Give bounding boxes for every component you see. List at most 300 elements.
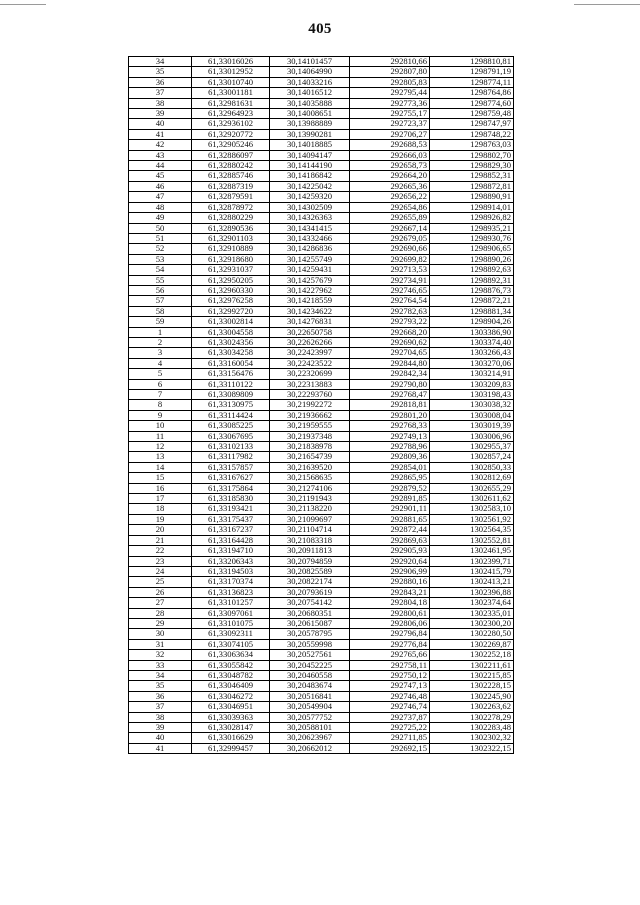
point-number-cell: 56 <box>129 285 192 295</box>
point-number-cell: 39 <box>129 723 192 733</box>
point-number-cell: 42 <box>129 140 192 150</box>
point-number-cell: 37 <box>129 702 192 712</box>
longitude-cell: 30,20452225 <box>270 660 350 670</box>
longitude-cell: 30,20793619 <box>270 587 350 597</box>
x-coordinate-cell: 292746,65 <box>350 285 430 295</box>
longitude-cell: 30,21191943 <box>270 494 350 504</box>
longitude-cell: 30,14276831 <box>270 317 350 327</box>
table-row <box>129 400 514 410</box>
point-number-cell: 48 <box>129 202 192 212</box>
point-number-cell: 38 <box>129 712 192 722</box>
point-number-cell: 47 <box>129 192 192 202</box>
longitude-cell: 30,20460558 <box>270 670 350 680</box>
x-coordinate-cell: 292810,66 <box>350 57 430 67</box>
table-row <box>129 431 514 441</box>
y-coordinate-cell: 1302583,10 <box>430 504 514 514</box>
longitude-cell: 30,14259320 <box>270 192 350 202</box>
longitude-cell: 30,14035888 <box>270 98 350 108</box>
x-coordinate-cell: 292667,14 <box>350 223 430 233</box>
longitude-cell: 30,14094147 <box>270 150 350 160</box>
longitude-cell: 30,21838978 <box>270 442 350 452</box>
latitude-cell: 61,33101257 <box>192 598 270 608</box>
table-row <box>129 535 514 545</box>
y-coordinate-cell: 1302857,24 <box>430 452 514 462</box>
latitude-cell: 61,33016026 <box>192 57 270 67</box>
y-coordinate-cell: 1302300,20 <box>430 618 514 628</box>
longitude-cell: 30,13988889 <box>270 119 350 129</box>
table-row <box>129 442 514 452</box>
point-number-cell: 57 <box>129 296 192 306</box>
y-coordinate-cell: 1298872,21 <box>430 296 514 306</box>
point-number-cell: 40 <box>129 119 192 129</box>
x-coordinate-cell: 292901,11 <box>350 504 430 514</box>
x-coordinate-cell: 292804,18 <box>350 598 430 608</box>
y-coordinate-cell: 1302415,79 <box>430 566 514 576</box>
longitude-cell: 30,14008651 <box>270 109 350 119</box>
longitude-cell: 30,20623967 <box>270 733 350 743</box>
x-coordinate-cell: 292865,95 <box>350 473 430 483</box>
y-coordinate-cell: 1302413,21 <box>430 577 514 587</box>
longitude-cell: 30,20527561 <box>270 650 350 660</box>
x-coordinate-cell: 292699,82 <box>350 254 430 264</box>
x-coordinate-cell: 292658,73 <box>350 161 430 171</box>
table-row <box>129 202 514 212</box>
x-coordinate-cell: 292692,15 <box>350 743 430 753</box>
latitude-cell: 61,32918680 <box>192 254 270 264</box>
longitude-cell: 30,22313883 <box>270 379 350 389</box>
y-coordinate-cell: 1298764,86 <box>430 88 514 98</box>
table-row <box>129 514 514 524</box>
table-row <box>129 733 514 743</box>
longitude-cell: 30,20588101 <box>270 723 350 733</box>
longitude-cell: 30,21654739 <box>270 452 350 462</box>
x-coordinate-cell: 292776,84 <box>350 639 430 649</box>
top-rule-left <box>0 4 46 5</box>
x-coordinate-cell: 292749,13 <box>350 431 430 441</box>
table-row <box>129 390 514 400</box>
point-number-cell: 34 <box>129 57 192 67</box>
x-coordinate-cell: 292793,22 <box>350 317 430 327</box>
y-coordinate-cell: 1302302,32 <box>430 733 514 743</box>
table-row <box>129 379 514 389</box>
y-coordinate-cell: 1298892,31 <box>430 275 514 285</box>
longitude-cell: 30,20578795 <box>270 629 350 639</box>
x-coordinate-cell: 292668,20 <box>350 327 430 337</box>
table-row <box>129 494 514 504</box>
table-row <box>129 161 514 171</box>
point-number-cell: 36 <box>129 77 192 87</box>
x-coordinate-cell: 292764,54 <box>350 296 430 306</box>
y-coordinate-cell: 1302245,90 <box>430 691 514 701</box>
x-coordinate-cell: 292706,27 <box>350 129 430 139</box>
latitude-cell: 61,33034258 <box>192 348 270 358</box>
table-row <box>129 171 514 181</box>
x-coordinate-cell: 292800,61 <box>350 608 430 618</box>
table-row <box>129 244 514 254</box>
latitude-cell: 61,33001181 <box>192 88 270 98</box>
table-row <box>129 337 514 347</box>
y-coordinate-cell: 1302335,01 <box>430 608 514 618</box>
table-row <box>129 369 514 379</box>
table-row <box>129 473 514 483</box>
x-coordinate-cell: 292755,17 <box>350 109 430 119</box>
longitude-cell: 30,22423522 <box>270 358 350 368</box>
table-row <box>129 639 514 649</box>
longitude-cell: 30,14033216 <box>270 77 350 87</box>
point-number-cell: 10 <box>129 421 192 431</box>
longitude-cell: 30,21639520 <box>270 462 350 472</box>
table-row <box>129 650 514 660</box>
latitude-cell: 61,33114424 <box>192 410 270 420</box>
table-row <box>129 275 514 285</box>
y-coordinate-cell: 1302269,87 <box>430 639 514 649</box>
y-coordinate-cell: 1298852,31 <box>430 171 514 181</box>
table-row <box>129 629 514 639</box>
latitude-cell: 61,33170374 <box>192 577 270 587</box>
y-coordinate-cell: 1298890,91 <box>430 192 514 202</box>
point-number-cell: 53 <box>129 254 192 264</box>
longitude-cell: 30,14341415 <box>270 223 350 233</box>
point-number-cell: 41 <box>129 743 192 753</box>
x-coordinate-cell: 292818,81 <box>350 400 430 410</box>
latitude-cell: 61,33194710 <box>192 546 270 556</box>
longitude-cell: 30,20483674 <box>270 681 350 691</box>
x-coordinate-cell: 292704,65 <box>350 348 430 358</box>
y-coordinate-cell: 1298810,81 <box>430 57 514 67</box>
point-number-cell: 25 <box>129 577 192 587</box>
latitude-cell: 61,32931037 <box>192 265 270 275</box>
y-coordinate-cell: 1303038,32 <box>430 400 514 410</box>
table-row <box>129 681 514 691</box>
latitude-cell: 61,33010740 <box>192 77 270 87</box>
x-coordinate-cell: 292869,63 <box>350 535 430 545</box>
longitude-cell: 30,14286836 <box>270 244 350 254</box>
latitude-cell: 61,33110122 <box>192 379 270 389</box>
longitude-cell: 30,13990281 <box>270 129 350 139</box>
x-coordinate-cell: 292905,93 <box>350 546 430 556</box>
y-coordinate-cell: 1303209,83 <box>430 379 514 389</box>
table-row <box>129 327 514 337</box>
table-row <box>129 317 514 327</box>
table-row <box>129 285 514 295</box>
point-number-cell: 43 <box>129 150 192 160</box>
latitude-cell: 61,33085225 <box>192 421 270 431</box>
x-coordinate-cell: 292723,37 <box>350 119 430 129</box>
x-coordinate-cell: 292879,52 <box>350 483 430 493</box>
y-coordinate-cell: 1298935,21 <box>430 223 514 233</box>
x-coordinate-cell: 292746,48 <box>350 691 430 701</box>
x-coordinate-cell: 292881,65 <box>350 514 430 524</box>
page-number: 405 <box>308 21 332 37</box>
latitude-cell: 61,32878972 <box>192 202 270 212</box>
table-row <box>129 129 514 139</box>
y-coordinate-cell: 1302396,88 <box>430 587 514 597</box>
longitude-cell: 30,21992272 <box>270 400 350 410</box>
point-number-cell: 12 <box>129 442 192 452</box>
latitude-cell: 61,32960330 <box>192 285 270 295</box>
latitude-cell: 61,33046409 <box>192 681 270 691</box>
y-coordinate-cell: 1298872,81 <box>430 181 514 191</box>
longitude-cell: 30,14016512 <box>270 88 350 98</box>
y-coordinate-cell: 1298774,11 <box>430 77 514 87</box>
x-coordinate-cell: 292920,64 <box>350 556 430 566</box>
latitude-cell: 61,33004558 <box>192 327 270 337</box>
y-coordinate-cell: 1298829,30 <box>430 161 514 171</box>
longitude-cell: 30,20516841 <box>270 691 350 701</box>
y-coordinate-cell: 1302564,35 <box>430 525 514 535</box>
y-coordinate-cell: 1302611,62 <box>430 494 514 504</box>
point-number-cell: 33 <box>129 660 192 670</box>
y-coordinate-cell: 1302252,18 <box>430 650 514 660</box>
longitude-cell: 30,14255749 <box>270 254 350 264</box>
latitude-cell: 61,32887319 <box>192 181 270 191</box>
table-row <box>129 608 514 618</box>
longitude-cell: 30,21274106 <box>270 483 350 493</box>
latitude-cell: 61,33156476 <box>192 369 270 379</box>
latitude-cell: 61,33097061 <box>192 608 270 618</box>
latitude-cell: 61,32885746 <box>192 171 270 181</box>
y-coordinate-cell: 1298759,48 <box>430 109 514 119</box>
y-coordinate-cell: 1302280,50 <box>430 629 514 639</box>
latitude-cell: 61,32964923 <box>192 109 270 119</box>
table-row <box>129 67 514 77</box>
x-coordinate-cell: 292655,89 <box>350 213 430 223</box>
point-number-cell: 13 <box>129 452 192 462</box>
table-row <box>129 587 514 597</box>
longitude-cell: 30,20559998 <box>270 639 350 649</box>
longitude-cell: 30,20911813 <box>270 546 350 556</box>
point-number-cell: 8 <box>129 400 192 410</box>
latitude-cell: 61,33175864 <box>192 483 270 493</box>
point-number-cell: 3 <box>129 348 192 358</box>
x-coordinate-cell: 292746,74 <box>350 702 430 712</box>
table-row <box>129 265 514 275</box>
x-coordinate-cell: 292690,62 <box>350 337 430 347</box>
point-number-cell: 35 <box>129 67 192 77</box>
y-coordinate-cell: 1298774,60 <box>430 98 514 108</box>
y-coordinate-cell: 1303019,39 <box>430 421 514 431</box>
point-number-cell: 21 <box>129 535 192 545</box>
x-coordinate-cell: 292665,36 <box>350 181 430 191</box>
table-row <box>129 410 514 420</box>
table-row <box>129 525 514 535</box>
x-coordinate-cell: 292750,12 <box>350 670 430 680</box>
y-coordinate-cell: 1302283,48 <box>430 723 514 733</box>
coordinates-table-body <box>129 57 514 754</box>
longitude-cell: 30,14234622 <box>270 306 350 316</box>
latitude-cell: 61,33206343 <box>192 556 270 566</box>
latitude-cell: 61,33012952 <box>192 67 270 77</box>
longitude-cell: 30,14326363 <box>270 213 350 223</box>
table-row <box>129 723 514 733</box>
x-coordinate-cell: 292654,86 <box>350 202 430 212</box>
longitude-cell: 30,20549904 <box>270 702 350 712</box>
point-number-cell: 15 <box>129 473 192 483</box>
x-coordinate-cell: 292773,36 <box>350 98 430 108</box>
table-row <box>129 77 514 87</box>
latitude-cell: 61,33167627 <box>192 473 270 483</box>
point-number-cell: 58 <box>129 306 192 316</box>
point-number-cell: 26 <box>129 587 192 597</box>
latitude-cell: 61,32890536 <box>192 223 270 233</box>
latitude-cell: 61,32880242 <box>192 161 270 171</box>
latitude-cell: 61,32905246 <box>192 140 270 150</box>
table-row <box>129 88 514 98</box>
x-coordinate-cell: 292872,44 <box>350 525 430 535</box>
latitude-cell: 61,33160054 <box>192 358 270 368</box>
y-coordinate-cell: 1298892,63 <box>430 265 514 275</box>
x-coordinate-cell: 292782,63 <box>350 306 430 316</box>
latitude-cell: 61,33167237 <box>192 525 270 535</box>
table-row <box>129 452 514 462</box>
x-coordinate-cell: 292880,16 <box>350 577 430 587</box>
point-number-cell: 52 <box>129 244 192 254</box>
y-coordinate-cell: 1302561,92 <box>430 514 514 524</box>
longitude-cell: 30,22293760 <box>270 390 350 400</box>
latitude-cell: 61,33101075 <box>192 618 270 628</box>
latitude-cell: 61,33117982 <box>192 452 270 462</box>
y-coordinate-cell: 1298748,22 <box>430 129 514 139</box>
table-row <box>129 306 514 316</box>
table-row <box>129 702 514 712</box>
point-number-cell: 14 <box>129 462 192 472</box>
latitude-cell: 61,33089809 <box>192 390 270 400</box>
point-number-cell: 50 <box>129 223 192 233</box>
longitude-cell: 30,21104714 <box>270 525 350 535</box>
longitude-cell: 30,14332466 <box>270 233 350 243</box>
x-coordinate-cell: 292801,20 <box>350 410 430 420</box>
table-row <box>129 296 514 306</box>
latitude-cell: 61,32981631 <box>192 98 270 108</box>
table-row <box>129 566 514 576</box>
y-coordinate-cell: 1303006,96 <box>430 431 514 441</box>
table-row <box>129 660 514 670</box>
x-coordinate-cell: 292768,33 <box>350 421 430 431</box>
longitude-cell: 30,22423997 <box>270 348 350 358</box>
latitude-cell: 61,32910889 <box>192 244 270 254</box>
longitude-cell: 30,20662012 <box>270 743 350 753</box>
point-number-cell: 40 <box>129 733 192 743</box>
longitude-cell: 30,20680351 <box>270 608 350 618</box>
y-coordinate-cell: 1302399,71 <box>430 556 514 566</box>
latitude-cell: 61,33067695 <box>192 431 270 441</box>
table-row <box>129 150 514 160</box>
point-number-cell: 23 <box>129 556 192 566</box>
point-number-cell: 20 <box>129 525 192 535</box>
table-row <box>129 223 514 233</box>
x-coordinate-cell: 292768,47 <box>350 390 430 400</box>
longitude-cell: 30,21568635 <box>270 473 350 483</box>
y-coordinate-cell: 1303386,90 <box>430 327 514 337</box>
longitude-cell: 30,21937348 <box>270 431 350 441</box>
x-coordinate-cell: 292758,11 <box>350 660 430 670</box>
x-coordinate-cell: 292690,66 <box>350 244 430 254</box>
point-number-cell: 39 <box>129 109 192 119</box>
point-number-cell: 24 <box>129 566 192 576</box>
longitude-cell: 30,22650758 <box>270 327 350 337</box>
latitude-cell: 61,32879591 <box>192 192 270 202</box>
table-row <box>129 712 514 722</box>
point-number-cell: 2 <box>129 337 192 347</box>
point-number-cell: 31 <box>129 639 192 649</box>
latitude-cell: 61,33063634 <box>192 650 270 660</box>
table-row <box>129 577 514 587</box>
x-coordinate-cell: 292747,13 <box>350 681 430 691</box>
table-row <box>129 109 514 119</box>
table-row <box>129 598 514 608</box>
latitude-cell: 61,33046272 <box>192 691 270 701</box>
latitude-cell: 61,33175437 <box>192 514 270 524</box>
latitude-cell: 61,33074105 <box>192 639 270 649</box>
y-coordinate-cell: 1302552,81 <box>430 535 514 545</box>
y-coordinate-cell: 1303266,43 <box>430 348 514 358</box>
y-coordinate-cell: 1302955,37 <box>430 442 514 452</box>
y-coordinate-cell: 1298914,01 <box>430 202 514 212</box>
latitude-cell: 61,33046951 <box>192 702 270 712</box>
x-coordinate-cell: 292844,80 <box>350 358 430 368</box>
point-number-cell: 44 <box>129 161 192 171</box>
y-coordinate-cell: 1303214,91 <box>430 369 514 379</box>
table-row <box>129 213 514 223</box>
y-coordinate-cell: 1298906,65 <box>430 244 514 254</box>
latitude-cell: 61,33092311 <box>192 629 270 639</box>
point-number-cell: 38 <box>129 98 192 108</box>
coordinates-table <box>128 56 514 754</box>
y-coordinate-cell: 1298890,26 <box>430 254 514 264</box>
y-coordinate-cell: 1302322,15 <box>430 743 514 753</box>
x-coordinate-cell: 292906,99 <box>350 566 430 576</box>
latitude-cell: 61,33102133 <box>192 442 270 452</box>
point-number-cell: 45 <box>129 171 192 181</box>
x-coordinate-cell: 292711,85 <box>350 733 430 743</box>
y-coordinate-cell: 1302211,61 <box>430 660 514 670</box>
longitude-cell: 30,14018885 <box>270 140 350 150</box>
point-number-cell: 55 <box>129 275 192 285</box>
x-coordinate-cell: 292765,66 <box>350 650 430 660</box>
y-coordinate-cell: 1298802,70 <box>430 150 514 160</box>
latitude-cell: 61,33157857 <box>192 462 270 472</box>
x-coordinate-cell: 292843,21 <box>350 587 430 597</box>
x-coordinate-cell: 292854,01 <box>350 462 430 472</box>
table-row <box>129 348 514 358</box>
y-coordinate-cell: 1298763,03 <box>430 140 514 150</box>
latitude-cell: 61,33028147 <box>192 723 270 733</box>
latitude-cell: 61,32920772 <box>192 129 270 139</box>
latitude-cell: 61,32950205 <box>192 275 270 285</box>
x-coordinate-cell: 292666,03 <box>350 150 430 160</box>
y-coordinate-cell: 1302812,69 <box>430 473 514 483</box>
point-number-cell: 22 <box>129 546 192 556</box>
table-row <box>129 98 514 108</box>
x-coordinate-cell: 292737,87 <box>350 712 430 722</box>
y-coordinate-cell: 1302263,62 <box>430 702 514 712</box>
table-row <box>129 556 514 566</box>
x-coordinate-cell: 292809,36 <box>350 452 430 462</box>
table-row <box>129 233 514 243</box>
longitude-cell: 30,14227962 <box>270 285 350 295</box>
point-number-cell: 49 <box>129 213 192 223</box>
latitude-cell: 61,32886097 <box>192 150 270 160</box>
y-coordinate-cell: 1302228,15 <box>430 681 514 691</box>
table-row <box>129 140 514 150</box>
longitude-cell: 30,20794859 <box>270 556 350 566</box>
x-coordinate-cell: 292713,53 <box>350 265 430 275</box>
table-row <box>129 670 514 680</box>
x-coordinate-cell: 292891,85 <box>350 494 430 504</box>
latitude-cell: 61,33194503 <box>192 566 270 576</box>
longitude-cell: 30,20577752 <box>270 712 350 722</box>
table-row <box>129 546 514 556</box>
